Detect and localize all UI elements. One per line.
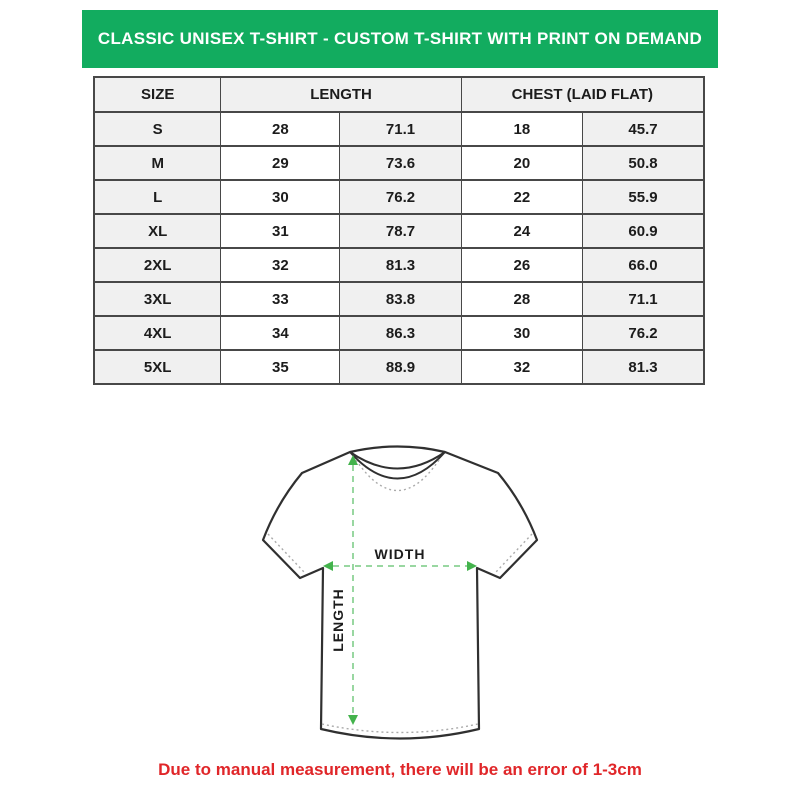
size-cell: L [94,180,221,214]
header-length: LENGTH [221,77,461,112]
header-chest: CHEST (LAID FLAT) [461,77,704,112]
table-row [94,112,704,146]
length-cm-cell: 76.2 [340,180,461,214]
tshirt-drawing-svg [250,433,550,755]
size-table-container [93,76,705,385]
header-size: SIZE [94,77,221,112]
table-row [94,146,704,180]
length-cm-cell: 71.1 [340,112,461,146]
size-cell: XL [94,214,221,248]
tshirt-diagram [250,433,550,755]
chest-in-cell: 24 [461,214,582,248]
chest-in-cell: 22 [461,180,582,214]
chest-in-cell: 20 [461,146,582,180]
length-in-cell: 29 [221,146,340,180]
chest-in-cell: 18 [461,112,582,146]
length-label: LENGTH [330,588,346,652]
length-cm-cell: 73.6 [340,146,461,180]
chest-in-cell: 28 [461,282,582,316]
length-in-cell: 32 [221,248,340,282]
chest-in-cell: 26 [461,248,582,282]
chest-in-cell: 30 [461,316,582,350]
table-row [94,180,704,214]
chest-in-cell: 32 [461,350,582,384]
length-cm-cell: 81.3 [340,248,461,282]
chest-cm-cell: 71.1 [583,282,704,316]
table-row [94,214,704,248]
table-row [94,316,704,350]
table-row [94,282,704,316]
length-in-cell: 30 [221,180,340,214]
length-in-cell: 35 [221,350,340,384]
length-in-cell: 34 [221,316,340,350]
table-header-row [94,77,704,112]
size-cell: 4XL [94,316,221,350]
table-row [94,350,704,384]
chest-cm-cell: 45.7 [583,112,704,146]
page-title: CLASSIC UNISEX T-SHIRT - CUSTOM T-SHIRT WITH PRINT ON DEMAND [97,29,703,48]
size-cell: 2XL [94,248,221,282]
chest-cm-cell: 50.8 [583,146,704,180]
chest-cm-cell: 76.2 [583,316,704,350]
table-row [94,248,704,282]
size-cell: 5XL [94,350,221,384]
length-in-cell: 33 [221,282,340,316]
width-label: WIDTH [374,546,426,562]
chest-cm-cell: 60.9 [583,214,704,248]
size-cell: M [94,146,221,180]
length-in-cell: 28 [221,112,340,146]
size-cell: S [94,112,221,146]
size-cell: 3XL [94,282,221,316]
title-banner [82,10,718,68]
size-table [93,76,705,385]
chest-cm-cell: 66.0 [583,248,704,282]
chest-cm-cell: 55.9 [583,180,704,214]
measurement-error-note: Due to manual measurement, there will be an error of 1-3cm [158,760,642,779]
length-cm-cell: 83.8 [340,282,461,316]
length-cm-cell: 86.3 [340,316,461,350]
length-in-cell: 31 [221,214,340,248]
length-cm-cell: 78.7 [340,214,461,248]
length-cm-cell: 88.9 [340,350,461,384]
chest-cm-cell: 81.3 [583,350,704,384]
